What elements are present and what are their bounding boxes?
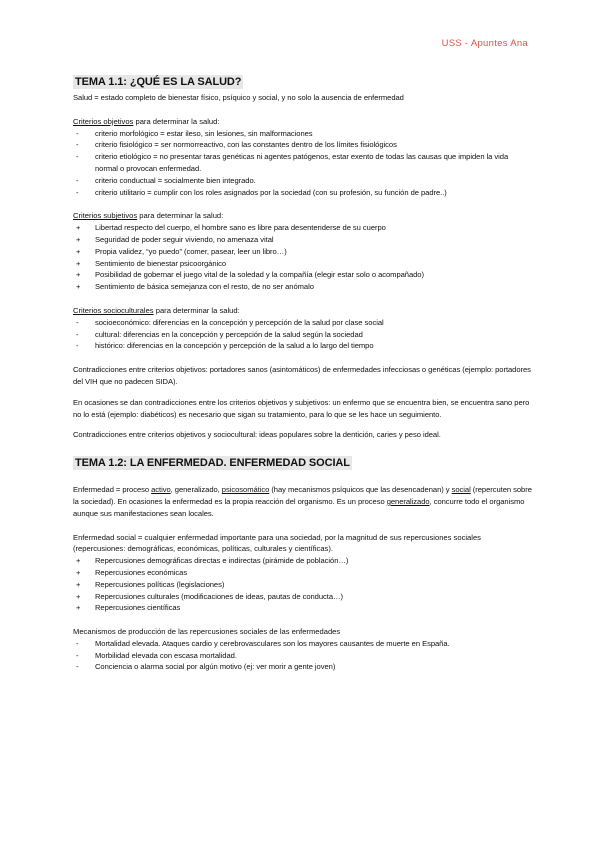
list-marker: +: [76, 591, 81, 601]
subjective-criteria-title: [73, 210, 533, 222]
list-marker: +: [76, 556, 81, 566]
list-marker: -: [76, 175, 79, 185]
list-item: [73, 151, 533, 175]
list-item: [73, 661, 533, 673]
def-text: Enfermedad = proceso: [73, 485, 152, 495]
def-text: , concurre todo el organismo aunque sus manifestaciones sean locales.: [73, 496, 525, 518]
paragraph-objective-subjective: En ocasiones se dan contradicciones entre los criterios objetivos y subjetivos: un enfermo que se encuentra bien, se encuentra sano pero no lo está (ejemplo: diabéticos) es necesario que sigan su tratamiento, para lo que se les hace un seguimiento.: [73, 397, 530, 419]
list-item-text: criterio fisiológico = ser normorreactivo, con las constantes dentro de los límites fisiológicos: [95, 140, 397, 150]
list-item-text: histórico: diferencias en la concepción y percepción de la salud a lo largo del tiempo: [95, 341, 374, 351]
social-disease-paragraph: Enfermedad social = cualquier enfermedad importante para una sociedad, por la magnitud de sus repercusiones sociales (repercusiones: demográficas, económicas, políticas, culturales y científicas).: [73, 532, 481, 554]
list-item-text: Propia validez, “yo puedo” (comer, pasear, leer un libro…): [95, 246, 287, 256]
section-title-tema-1-1: TEMA 1.1: ¿QUÉ ES LA SALUD?: [75, 76, 242, 88]
list-marker: -: [76, 662, 79, 672]
paragraph-sociocultural: Contradicciones entre criterios objetivos y sociocultural: ideas populares sobre la dentición, caries y peso ideal.: [73, 430, 441, 440]
def-text: (hay mecanismos psíquicos que las desencadenan) y: [269, 485, 452, 495]
list-item: [73, 246, 533, 258]
list-marker: -: [76, 152, 79, 162]
list-item-text: criterio etiológico = no presentar taras genéticas ni agentes patógenos, estar exento de todas las causas que impiden la vida normal o provocan enfermedad.: [95, 152, 509, 173]
subjective-criteria-rest: para determinar la salud:: [137, 211, 224, 221]
list-item: [73, 234, 533, 246]
list-item: [73, 222, 533, 234]
list-item-text: criterio conductual = socialmente bien integrado.: [95, 175, 256, 185]
sociocultural-criteria-underlined: Criterios socioculturales: [73, 305, 154, 315]
list-item: [73, 638, 533, 650]
list-item: [73, 317, 533, 329]
def-text: (repercuten sobre la sociedad). En ocasiones la enfermedad es la propia reacción del organismo. Es un proceso: [73, 485, 532, 506]
list-item-text: Mortalidad elevada. Ataques cardio y cerebrovasculares son los mayores causantes de muerte en España.: [95, 638, 450, 648]
list-marker: +: [76, 246, 81, 256]
list-item-text: Morbilidad elevada con escasa mortalidad.: [95, 650, 237, 660]
def-underlined-activo: activo: [151, 485, 171, 495]
list-marker: -: [76, 128, 79, 138]
list-item-text: criterio utilitario = cumplir con los roles asignados por la sociedad (con su profesión, su función de padre..): [95, 187, 447, 197]
list-marker: -: [76, 329, 79, 339]
def-underlined-social: social: [451, 485, 471, 495]
list-item-text: Repercusiones científicas: [95, 603, 181, 613]
list-marker: +: [76, 234, 81, 244]
list-item-text: Libertad respecto del cuerpo, el hombre sano es libre para desentenderse de su cuerpo: [95, 223, 386, 233]
list-item-text: Seguridad de poder seguir viviendo, no amenaza vital: [95, 234, 274, 244]
list-marker: +: [76, 282, 81, 292]
def-text: , generalizado,: [170, 485, 222, 495]
list-marker: +: [76, 258, 81, 268]
sociocultural-criteria-title: [73, 305, 533, 317]
list-item: [73, 650, 533, 662]
def-underlined-generalizado: generalizado: [386, 496, 430, 506]
mechanisms-title: Mecanismos de producción de las repercusiones sociales de las enfermedades: [73, 627, 341, 637]
list-item: [73, 329, 533, 341]
document-body: [73, 72, 533, 685]
disease-definition: [73, 484, 533, 519]
objective-criteria-rest: para determinar la salud:: [133, 116, 220, 126]
list-item: [73, 187, 533, 199]
sociocultural-criteria-rest: para determinar la salud:: [153, 305, 240, 315]
list-item: [73, 258, 533, 270]
list-item-text: Repercusiones políticas (legislaciones): [95, 579, 225, 589]
objective-criteria-list: [73, 128, 533, 199]
list-item-text: Posibilidad de gobernar el juego vital de la soledad y la compañía (elegir estar solo o acompañado): [95, 270, 424, 280]
list-marker: -: [76, 317, 79, 327]
list-item-text: criterio morfológico = estar ileso, sin lesiones, sin malformaciones: [95, 128, 313, 138]
sociocultural-criteria-list: [73, 317, 533, 352]
list-marker: +: [76, 270, 81, 280]
list-marker: +: [76, 223, 81, 233]
list-marker: -: [76, 187, 79, 197]
list-item-text: Repercusiones demográficas directas e indirectas (pirámide de población…): [95, 556, 349, 566]
list-item-text: Repercusiones económicas: [95, 567, 188, 577]
health-definition: Salud = estado completo de bienestar físico, psíquico y social, y no solo la ausencia de enfermedad: [73, 93, 404, 102]
objective-criteria-title: [73, 116, 533, 128]
list-marker: -: [76, 650, 79, 660]
subjective-criteria-underlined: Criterios subjetivos: [73, 211, 138, 221]
list-marker: -: [76, 140, 79, 150]
list-item-text: Conciencia o alarma social por algún motivo (ej: ver morir a gente joven): [95, 662, 336, 672]
list-marker: -: [76, 638, 79, 648]
list-item: [73, 269, 533, 281]
list-item: [73, 579, 533, 591]
paragraph-objective-contradictions: Contradicciones entre criterios objetivos: portadores sanos (asintomáticos) de enfermedades infecciosas o genéticas (ejemplo: portadores del VIH que no padecen SIDA).: [73, 365, 531, 386]
list-item: [73, 602, 533, 614]
list-item: [73, 555, 533, 567]
list-item: [73, 591, 533, 603]
list-item: [73, 175, 533, 187]
section-title-tema-1-2: TEMA 1.2: LA ENFERMEDAD. ENFERMEDAD SOCIAL: [75, 457, 350, 470]
list-item-text: Sentimiento de bienestar psicoorgánico: [95, 258, 227, 268]
def-underlined-psicosomatico: psicosomático: [221, 485, 270, 495]
list-marker: -: [76, 341, 79, 351]
list-item-text: Repercusiones culturales (modificaciones de ideas, pautas de conducta…): [95, 591, 344, 601]
repercussions-list: [73, 555, 533, 614]
list-item: [73, 340, 533, 352]
list-item: [73, 567, 533, 579]
list-marker: +: [76, 579, 81, 589]
list-item-text: cultural: diferencias en la concepción y percepción de la salud según la sociedad: [95, 329, 363, 339]
list-item: [73, 139, 533, 151]
list-marker: +: [76, 603, 81, 613]
header-label: USS - Apuntes Ana: [441, 38, 528, 49]
list-marker: +: [76, 567, 81, 577]
mechanisms-list: [73, 638, 533, 673]
subjective-criteria-list: [73, 222, 533, 293]
list-item-text: Sentimiento de básica semejanza con el resto, de no ser anómalo: [95, 282, 314, 292]
list-item: [73, 128, 533, 140]
list-item-text: socioeconómico: diferencias en la concepción y percepción de la salud por clase social: [95, 317, 384, 327]
objective-criteria-underlined: Criterios objetivos: [73, 116, 134, 126]
list-item: [73, 281, 533, 293]
